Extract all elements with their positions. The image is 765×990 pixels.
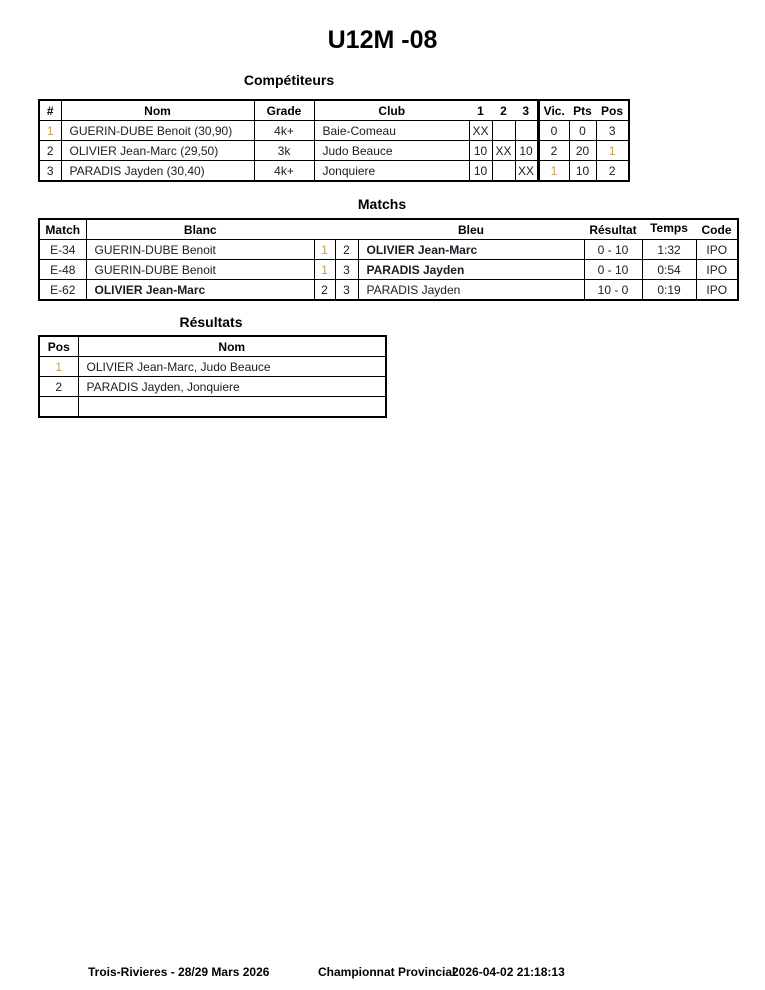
points: 0 [569, 121, 596, 141]
round1-result: 10 [469, 141, 492, 161]
result-name: OLIVIER Jean-Marc, Judo Beauce [78, 357, 386, 377]
col-header-vic: Vic. [538, 100, 569, 121]
match-id: E-34 [39, 240, 86, 260]
match-id: E-62 [39, 280, 86, 301]
col-header-num: # [39, 100, 61, 121]
victories: 0 [538, 121, 569, 141]
match-result: 0 - 10 [584, 260, 642, 280]
victories: 1 [538, 161, 569, 182]
footer-generated-timestamp: 2026-04-02 21:18:13 [452, 965, 565, 979]
match-code: IPO [696, 240, 738, 260]
competitor-grade: 3k [254, 141, 314, 161]
competitor-name: OLIVIER Jean-Marc (29,50) [61, 141, 254, 161]
round3-result [515, 121, 538, 141]
matches-section-title: Matchs [357, 196, 407, 212]
blanc-name: GUERIN-DUBE Benoit [86, 260, 314, 280]
col-header-pos: Pos [39, 336, 78, 357]
match-id: E-48 [39, 260, 86, 280]
blanc-name: GUERIN-DUBE Benoit [86, 240, 314, 260]
col-header-blanc-num [314, 219, 335, 240]
competitor-row [39, 121, 629, 141]
match-time: 1:32 [642, 240, 696, 260]
competitor-row [39, 161, 629, 182]
col-header-nom: Nom [61, 100, 254, 121]
competitors-section-title: Compétiteurs [243, 72, 335, 88]
result-position [39, 397, 78, 418]
competitor-club: Judo Beauce [314, 141, 469, 161]
match-time: 0:19 [642, 280, 696, 301]
competitor-club: Baie-Comeau [314, 121, 469, 141]
bleu-number: 3 [335, 280, 358, 301]
competitor-name: PARADIS Jayden (30,40) [61, 161, 254, 182]
blanc-name: OLIVIER Jean-Marc [86, 280, 314, 301]
col-header-match: Match [39, 219, 86, 240]
round3-result: 10 [515, 141, 538, 161]
page-title: U12M -08 [327, 26, 438, 54]
result-row [39, 357, 386, 377]
match-row [39, 240, 738, 260]
col-header-code: Code [696, 219, 738, 240]
round1-result: 10 [469, 161, 492, 182]
match-row [39, 280, 738, 301]
round3-result: XX [515, 161, 538, 182]
col-header-round1: 1 [469, 100, 492, 121]
bleu-name: PARADIS Jayden [358, 280, 584, 301]
blanc-number: 2 [314, 280, 335, 301]
competitor-number: 3 [39, 161, 61, 182]
match-code: IPO [696, 260, 738, 280]
result-row [39, 397, 386, 418]
competitor-name: GUERIN-DUBE Benoit (30,90) [61, 121, 254, 141]
round2-result [492, 161, 515, 182]
temps-header-label: Temps [650, 220, 688, 235]
position: 2 [596, 161, 629, 182]
result-name: PARADIS Jayden, Jonquiere [78, 377, 386, 397]
footer-event-name: Championnat Provincial [318, 965, 456, 979]
col-header-bleu: Bleu [358, 219, 584, 240]
bleu-number: 2 [335, 240, 358, 260]
match-time: 0:54 [642, 260, 696, 280]
matches-table [38, 218, 739, 301]
col-header-grade: Grade [254, 100, 314, 121]
result-row [39, 377, 386, 397]
position: 3 [596, 121, 629, 141]
col-header-club: Club [314, 100, 469, 121]
col-header-round2: 2 [492, 100, 515, 121]
points: 20 [569, 141, 596, 161]
competitors-table [38, 99, 630, 182]
col-header-bleu-num [335, 219, 358, 240]
bleu-name: OLIVIER Jean-Marc [358, 240, 584, 260]
col-header-nom: Nom [78, 336, 386, 357]
match-code: IPO [696, 280, 738, 301]
results-table [38, 335, 387, 418]
competitor-row [39, 141, 629, 161]
col-header-pos: Pos [596, 100, 629, 121]
victories: 2 [538, 141, 569, 161]
bleu-number: 3 [335, 260, 358, 280]
round1-result: XX [469, 121, 492, 141]
round2-result [492, 121, 515, 141]
competitor-grade: 4k+ [254, 161, 314, 182]
match-row [39, 260, 738, 280]
page-footer [0, 965, 765, 981]
results-section-title: Résultats [179, 314, 243, 330]
round2-result: XX [492, 141, 515, 161]
blanc-number: 1 [314, 260, 335, 280]
competitor-number: 2 [39, 141, 61, 161]
blanc-number: 1 [314, 240, 335, 260]
col-header-resultat: Résultat [584, 219, 642, 240]
competitor-club: Jonquiere [314, 161, 469, 182]
col-header-round3: 3 [515, 100, 538, 121]
results-header-row [39, 336, 386, 357]
match-result: 0 - 10 [584, 240, 642, 260]
matches-header-row [39, 219, 738, 240]
bleu-name: PARADIS Jayden [358, 260, 584, 280]
points: 10 [569, 161, 596, 182]
position: 1 [596, 141, 629, 161]
result-position: 2 [39, 377, 78, 397]
match-result: 10 - 0 [584, 280, 642, 301]
competitors-header-row [39, 100, 629, 121]
footer-event-location-date: Trois-Rivieres - 28/29 Mars 2026 [88, 965, 270, 979]
competitor-number: 1 [39, 121, 61, 141]
competitor-grade: 4k+ [254, 121, 314, 141]
col-header-temps [642, 219, 696, 240]
result-name [78, 397, 386, 418]
col-header-pts: Pts [569, 100, 596, 121]
col-header-blanc: Blanc [86, 219, 314, 240]
result-position: 1 [39, 357, 78, 377]
